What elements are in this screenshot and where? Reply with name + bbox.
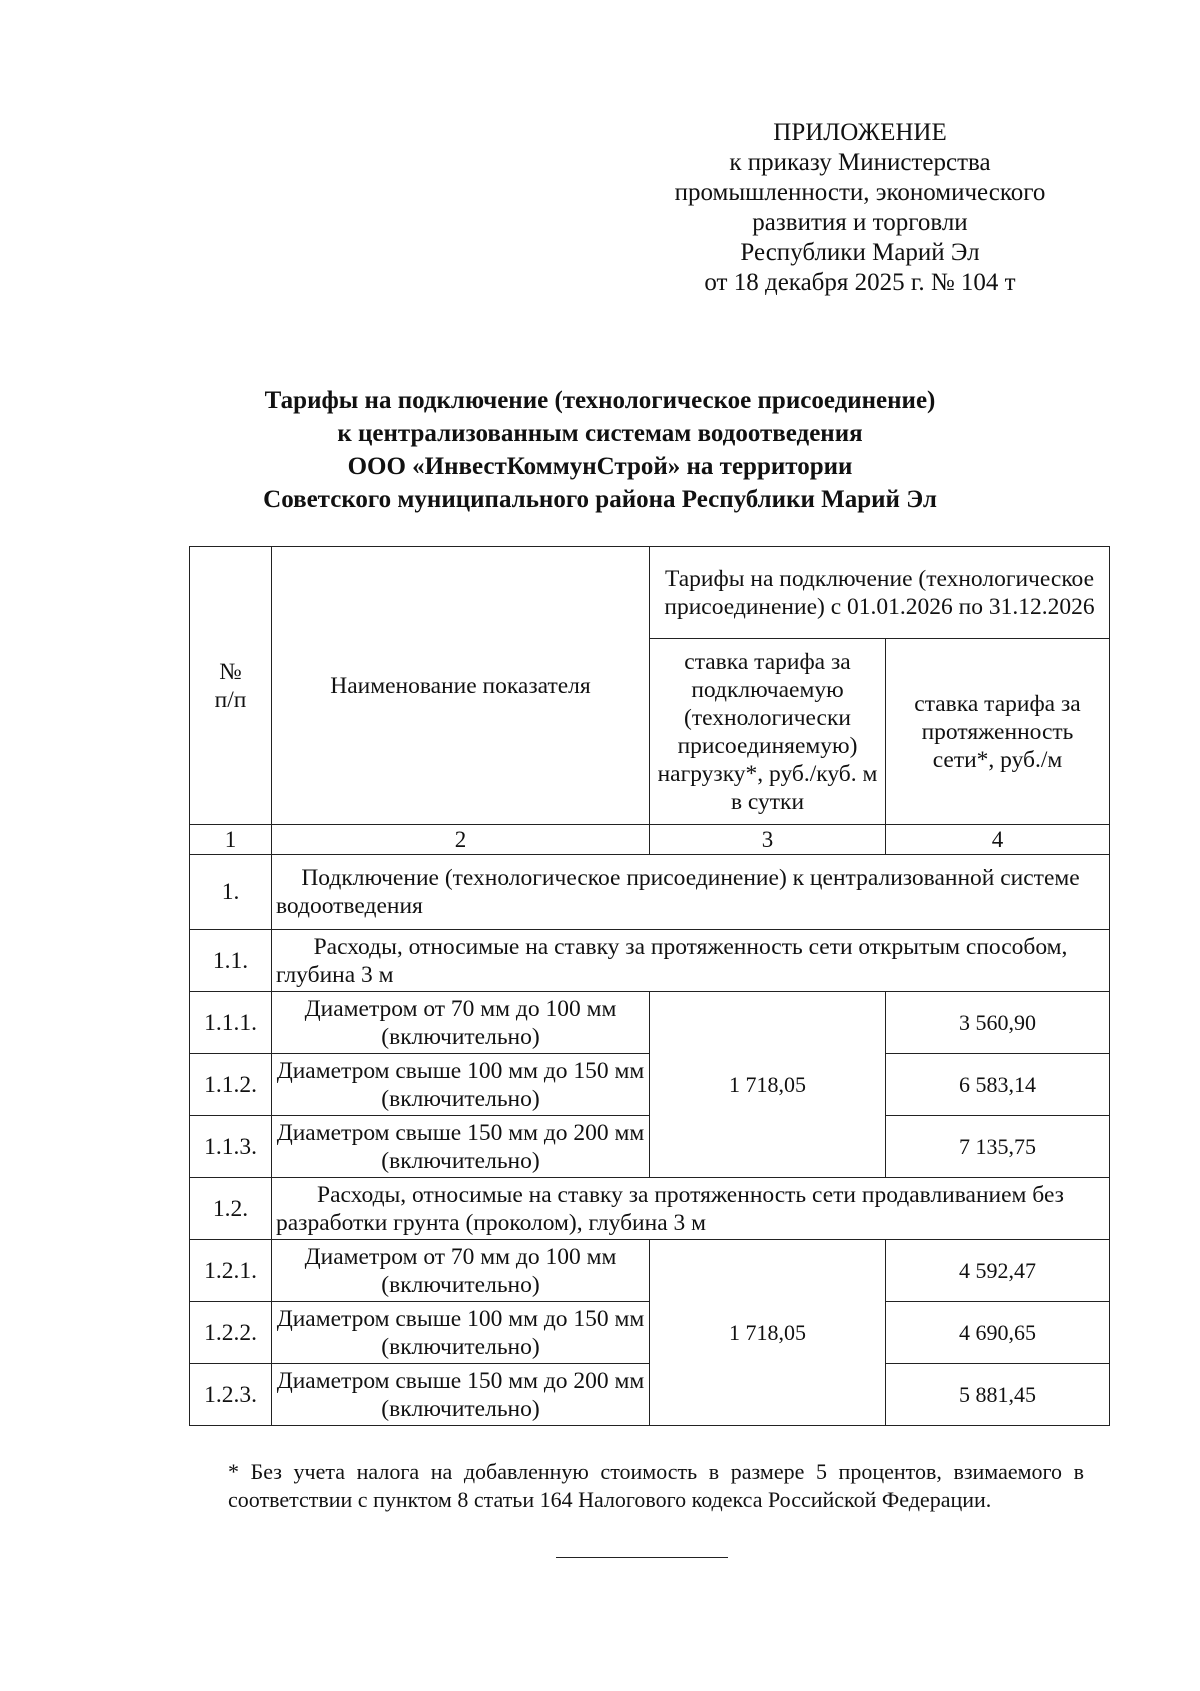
row-name: Диаметром свыше 100 мм до 150 мм (включительно) <box>272 1054 650 1116</box>
table-row <box>190 930 1110 992</box>
column-number: 4 <box>886 825 1110 855</box>
length-rate-value: 4 592,47 <box>886 1240 1110 1302</box>
column-number: 1 <box>190 825 272 855</box>
row-number: 1.2.2. <box>190 1302 272 1364</box>
column-number: 2 <box>272 825 650 855</box>
column-number: 3 <box>650 825 886 855</box>
row-name: Диаметром от 70 мм до 100 мм (включительно) <box>272 992 650 1054</box>
length-rate-value: 3 560,90 <box>886 992 1110 1054</box>
title-line: ООО «ИнвестКоммунСтрой» на территории <box>347 453 853 480</box>
header-load-rate: ставка тарифа за подключаемую (технологически присоединяемую) нагрузку*, руб./куб. м в сутки <box>650 639 886 825</box>
appendix-line: Республики Марий Эл <box>740 239 980 266</box>
row-name: Диаметром от 70 мм до 100 мм (включительно) <box>272 1240 650 1302</box>
section-title: Подключение (технологическое присоединение) к централизованной системе водоотведения <box>272 855 1110 930</box>
load-rate-value: 1 718,05 <box>650 1240 886 1426</box>
title-line: Советского муниципального района Республики Марий Эл <box>263 486 937 513</box>
row-number: 1.1.3. <box>190 1116 272 1178</box>
row-number: 1. <box>190 855 272 930</box>
table-header-row <box>190 547 1110 639</box>
column-numbers-row <box>190 825 1110 855</box>
row-number: 1.1.1. <box>190 992 272 1054</box>
group-title: Расходы, относимые на ставку за протяженность сети открытым способом, глубина 3 м <box>272 930 1110 992</box>
row-number: 1.2. <box>190 1178 272 1240</box>
tariff-table <box>189 546 1110 1426</box>
table-row <box>190 992 1110 1054</box>
header-indicator-name: Наименование показателя <box>272 547 650 825</box>
load-rate-value: 1 718,05 <box>650 992 886 1178</box>
row-name: Диаметром свыше 150 мм до 200 мм (включительно) <box>272 1116 650 1178</box>
appendix-line: развития и торговли <box>752 209 968 236</box>
header-length-rate: ставка тарифа за протяженность сети*, руб./м <box>886 639 1110 825</box>
length-rate-value: 7 135,75 <box>886 1116 1110 1178</box>
title-line: к централизованным системам водоотведения <box>337 420 863 447</box>
header-number: № п/п <box>190 547 272 825</box>
group-title: Расходы, относимые на ставку за протяженность сети продавливанием без разработки грунта (проколом), глубина 3 м <box>272 1178 1110 1240</box>
table-row <box>190 1240 1110 1302</box>
appendix-date-line: от 18 декабря 2025 г. № 104 т <box>704 269 1016 296</box>
row-number: 1.1. <box>190 930 272 992</box>
header-tariff-group: Тарифы на подключение (технологическое присоединение) с 01.01.2026 по 31.12.2026 <box>650 547 1110 639</box>
row-number: 1.1.2. <box>190 1054 272 1116</box>
appendix-heading: ПРИЛОЖЕНИЕ <box>773 119 947 146</box>
row-number: 1.2.1. <box>190 1240 272 1302</box>
length-rate-value: 5 881,45 <box>886 1364 1110 1426</box>
table-row <box>190 855 1110 930</box>
closing-divider <box>556 1557 728 1558</box>
title-line: Тарифы на подключение (технологическое присоединение) <box>264 387 936 414</box>
length-rate-value: 6 583,14 <box>886 1054 1110 1116</box>
table-row <box>190 1178 1110 1240</box>
appendix-line: промышленности, экономического <box>674 179 1046 206</box>
row-name: Диаметром свыше 100 мм до 150 мм (включительно) <box>272 1302 650 1364</box>
footnote: * Без учета налога на добавленную стоимость в размере 5 процентов, взимаемого в соответствии с пунктом 8 статьи 164 Налогового кодекса Российской Федерации. <box>228 1459 1084 1512</box>
length-rate-value: 4 690,65 <box>886 1302 1110 1364</box>
row-number: 1.2.3. <box>190 1364 272 1426</box>
document-title <box>150 384 1050 516</box>
appendix-line: к приказу Министерства <box>729 149 991 176</box>
appendix-block <box>600 118 1120 298</box>
row-name: Диаметром свыше 150 мм до 200 мм (включительно) <box>272 1364 650 1426</box>
